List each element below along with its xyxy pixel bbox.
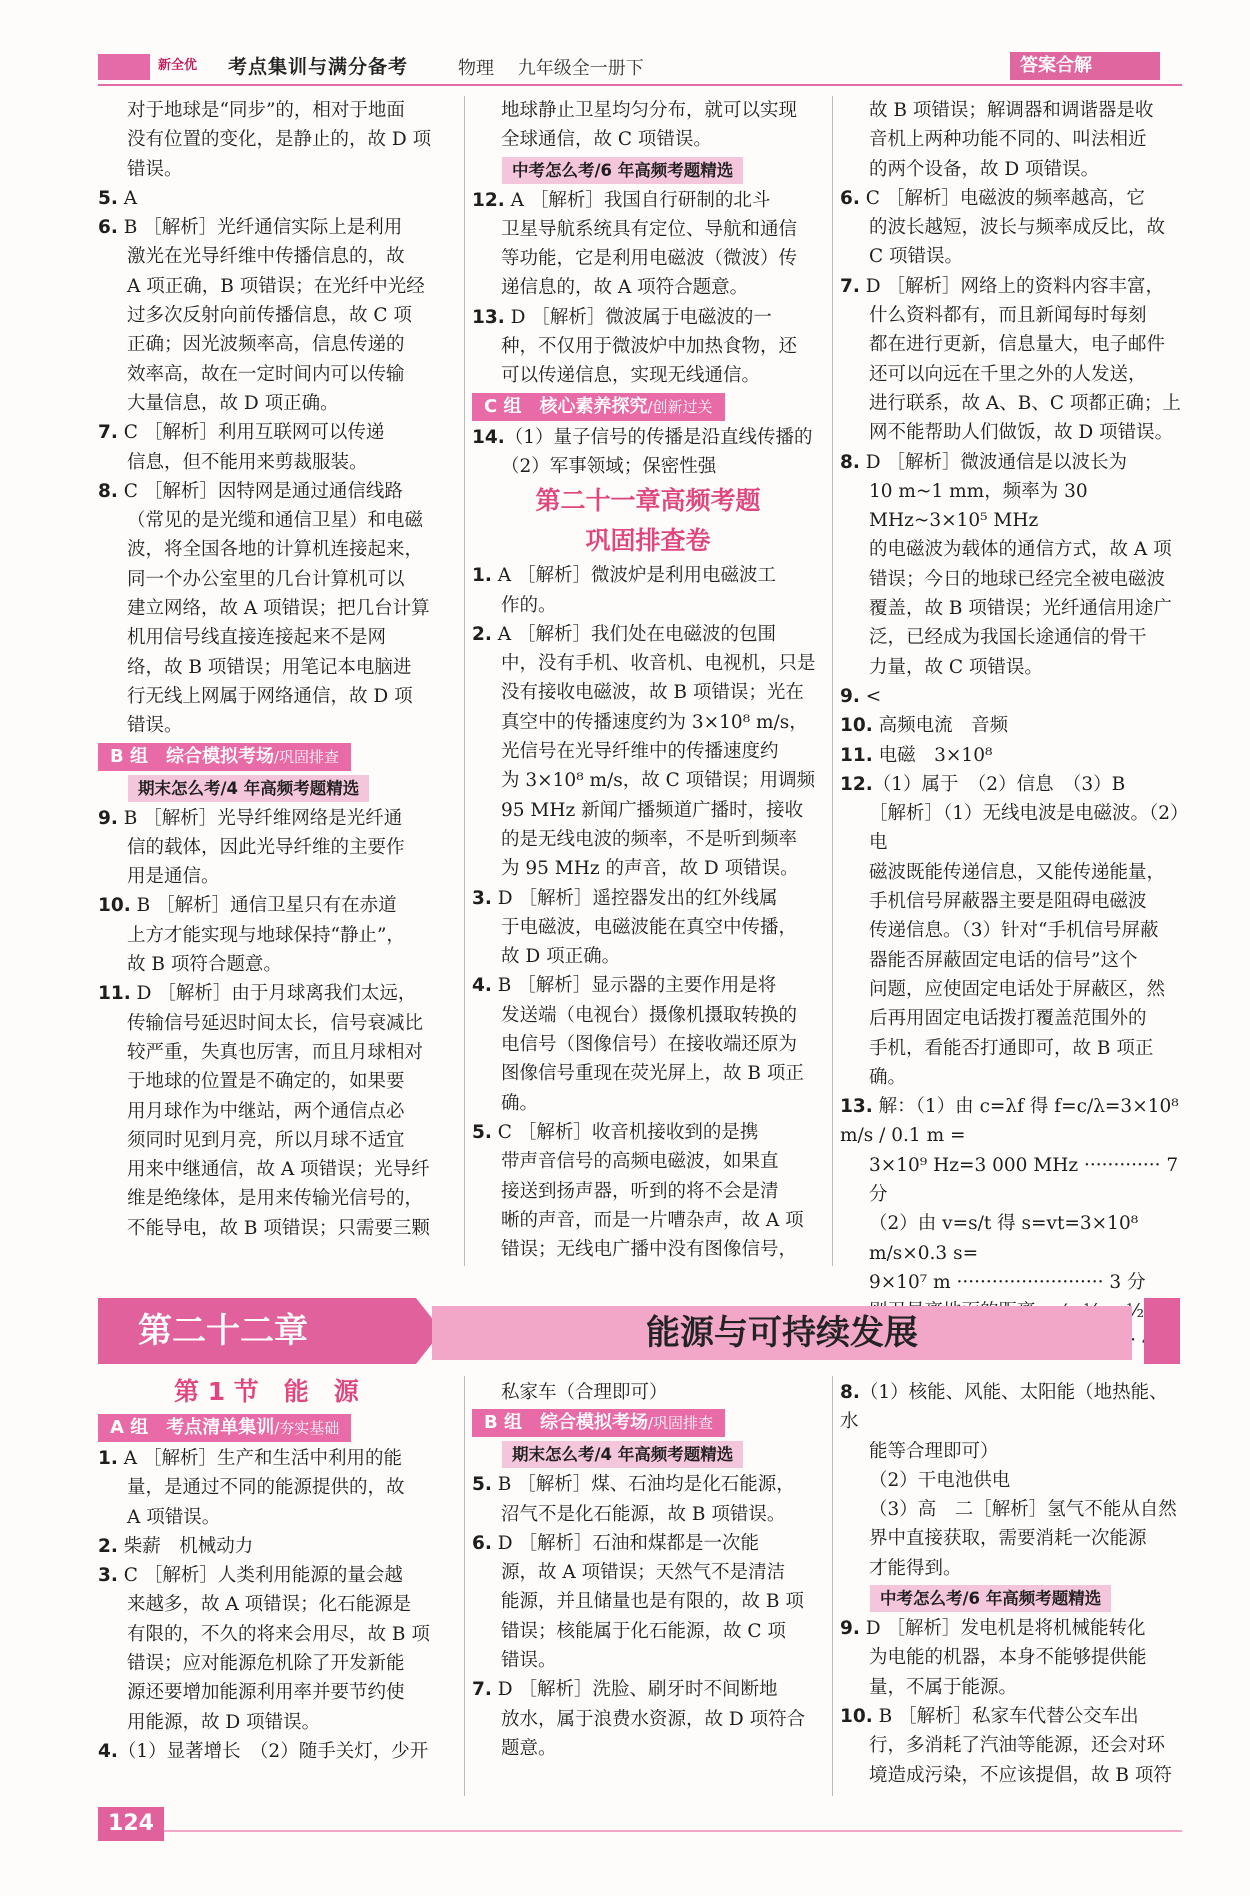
- answer-item: [98, 1444, 456, 1473]
- text-line: 对于地球是“同步”的，相对于地面: [127, 100, 405, 121]
- answer-item: [98, 979, 456, 1008]
- text-line: 带声音信号的高频电磁波，如果直: [501, 1151, 779, 1173]
- answer-item: [840, 1378, 1184, 1437]
- text-line: 晰的声音，而是一片嘈杂声，故 A 项: [501, 1209, 804, 1231]
- answer-item: [840, 682, 1184, 711]
- column-2: [472, 96, 824, 1264]
- question-number: 9.: [840, 685, 860, 707]
- answer-item: [840, 741, 1184, 770]
- text-line: 络，故 B 项错误；用笔记本电脑进: [127, 656, 412, 678]
- text-line: 没有位置的变化，是静止的，故 D 项: [127, 129, 432, 151]
- question-number: 10.: [840, 1705, 873, 1727]
- exam-subheading: 期末怎么考/4 年高频考题精选: [128, 775, 369, 802]
- question-number: 6.: [98, 217, 118, 239]
- question-number: 8.: [840, 451, 860, 473]
- answer-item: [472, 1675, 824, 1704]
- answer-item: [98, 804, 456, 833]
- question-number: 5.: [98, 187, 118, 209]
- grade-label: 九年级全一册下: [517, 58, 644, 79]
- column-6: [840, 1378, 1184, 1790]
- text-line: 故 B 项符合题意。: [127, 954, 282, 976]
- answer-item: [840, 1702, 1184, 1731]
- page-number: 124: [98, 1807, 164, 1841]
- question-number: 1.: [472, 565, 492, 587]
- text-line: 错误。: [501, 1650, 557, 1672]
- answer-item: [98, 477, 456, 506]
- text-line: 错误。: [127, 158, 183, 180]
- text-line: 于地球的位置是不确定的，如果要: [127, 1071, 405, 1093]
- text-line: 正确；因光波频率高，信息传递的: [127, 334, 405, 356]
- text-line: 作的。: [501, 594, 557, 616]
- question-number: 9.: [98, 807, 118, 829]
- text-line: 建立网络，故 A 项错误；把几台计算: [127, 598, 430, 620]
- text-line: 光信号在光导纤维中的传播速度约: [501, 741, 779, 763]
- group-heading-sub: /巩固排查: [648, 1414, 714, 1433]
- text-line: 私家车（合理即可）: [501, 1382, 668, 1403]
- group-heading-text: C 组 核心素养探究: [484, 395, 648, 417]
- banner-end: [1144, 1298, 1180, 1364]
- question-number: 12.: [840, 773, 873, 795]
- question-number: 7.: [840, 275, 860, 297]
- answer-text: C ［解析］因特网是通过通信线路: [117, 480, 403, 502]
- group-heading: [98, 743, 351, 771]
- text-line: 信的载体，因此光导纤维的主要作: [127, 836, 405, 858]
- answer-item: [840, 770, 1184, 799]
- text-line: 能源，并且储量也是有限的，故 B 项: [501, 1591, 804, 1613]
- text-line: 能等合理即可）: [869, 1440, 999, 1462]
- text-line: C 项错误。: [869, 246, 964, 268]
- answer-text: A ［解析］生产和生活中利用的能: [117, 1448, 403, 1469]
- text-line: 须同时见到月亮，所以月球不适宜: [127, 1129, 405, 1151]
- column-divider: [464, 96, 465, 1266]
- text-line: 的是无线电波的频率，不是听到频率: [501, 828, 798, 850]
- text-line: 传输信号延迟时间太长，信号衰减比: [127, 1012, 424, 1034]
- question-number: 6.: [840, 187, 860, 209]
- text-line: 上方才能实现与地球保持“静止”，: [127, 924, 405, 946]
- question-number: 2.: [98, 1535, 118, 1557]
- header-accent: [98, 54, 150, 80]
- text-line: 用月球作为中继站，两个通信点必: [127, 1100, 405, 1122]
- answer-text: C ［解析］利用互联网可以传递: [117, 422, 385, 444]
- answer-item: [98, 1561, 456, 1590]
- answer-text: B ［解析］显示器的主要作用是将: [491, 975, 777, 997]
- answer-text: （1）核能、风能、太阳能（地热能、水: [840, 1382, 1168, 1433]
- text-line: 于电磁波，电磁波能在真空中传播，: [501, 916, 798, 938]
- column-1: [98, 96, 456, 1243]
- text-line: 泛，已经成为我国长途通信的骨干: [869, 627, 1147, 649]
- answer-item: [472, 561, 824, 590]
- answer-item: [472, 1529, 824, 1558]
- text-line: 力量，故 C 项错误。: [869, 656, 1043, 678]
- question-number: 7.: [472, 1679, 492, 1701]
- text-line: A 项错误。: [127, 1506, 221, 1528]
- answer-item: [840, 272, 1184, 301]
- text-line: 后再用固定电话拨打覆盖范围外的: [869, 1008, 1147, 1030]
- question-number: 3.: [98, 1565, 118, 1587]
- chapter-title: 能源与可持续发展: [432, 1306, 1132, 1360]
- text-line: 行，多消耗了汽油等能源，还会对环: [869, 1735, 1166, 1757]
- group-heading-sub: /巩固排查: [274, 747, 340, 766]
- review-chapter-title: 巩固排查卷: [585, 526, 711, 556]
- review-chapter-title: 第二十一章高频考题: [535, 486, 761, 516]
- text-line: 问题，应使固定电话处于屏蔽区，然: [869, 978, 1166, 1000]
- text-line: 较严重，失真也厉害，而且月球相对: [127, 1041, 424, 1063]
- text-line: 量，不属于能源。: [869, 1676, 1018, 1698]
- text-line: 音机上两种功能不同的、叫法相近: [869, 129, 1147, 151]
- text-line: 接送到扬声器，听到的将不会是清: [501, 1180, 779, 1202]
- text-line: 故 B 项错误；解调器和调谐器是收: [869, 100, 1154, 121]
- answer-item: [472, 303, 824, 332]
- answer-text: B ［解析］通信卫星只有在赤道: [130, 895, 397, 917]
- subject-label: 物理: [458, 58, 494, 79]
- group-heading-row: [472, 391, 824, 423]
- text-line: A 项正确，B 项错误；在光纤中光经: [127, 275, 425, 297]
- group-heading-row: [98, 741, 456, 773]
- text-line: 发送端（电视台）摄像机摄取转换的: [501, 1004, 798, 1026]
- answer-text: D ［解析］遥控器发出的红外线属: [491, 887, 778, 909]
- text-line: 图像信号重现在荧光屏上，故 B 项正确。: [501, 1063, 804, 1114]
- column-3: [840, 96, 1184, 1356]
- answer-text: C ［解析］电磁波的频率越高，它: [859, 187, 1145, 209]
- column-divider: [464, 1376, 465, 1796]
- question-number: 7.: [98, 422, 118, 444]
- text-line: 等功能，它是利用电磁波（微波）传: [501, 248, 798, 270]
- page-header: [98, 52, 1182, 84]
- text-line: 错误；应对能源危机除了开发新能: [127, 1653, 405, 1675]
- text-line: 10 m~1 mm，频率为 30 MHz~3×10⁵ MHz: [869, 480, 1088, 532]
- text-line: 为 95 MHz 的声音，故 D 项错误。: [501, 858, 799, 880]
- group-heading-text: B 组 综合模拟考场: [110, 745, 274, 767]
- answer-text: 电磁 3×10⁸: [872, 744, 993, 766]
- group-heading-text: A 组 考点清单集训: [110, 1417, 275, 1438]
- book-title: 考点集训与满分备考: [228, 56, 409, 78]
- section-title: 第 1 节 能 源: [174, 1377, 359, 1406]
- text-line: （2）由 v=s/t 得 s=vt=3×10⁸ m/s×0.3 s=: [869, 1213, 1139, 1264]
- exam-subheading-row: [472, 155, 824, 186]
- question-number: 1.: [98, 1448, 118, 1469]
- question-number: 5.: [472, 1474, 492, 1496]
- text-line: 有限的，不久的将来会用尽，故 B 项: [127, 1623, 430, 1645]
- answer-item: [472, 971, 824, 1000]
- text-line: 界中直接获取，需要消耗一次能源: [869, 1528, 1147, 1550]
- answer-item: [472, 1118, 824, 1147]
- answer-item: [98, 184, 456, 213]
- question-number: 14.: [472, 426, 505, 448]
- answer-item: [840, 184, 1184, 213]
- chapter-number: 第二十二章: [98, 1298, 416, 1364]
- group-heading-row: [98, 1412, 456, 1444]
- answer-text: D ［解析］由于月球离我们太远，: [130, 983, 417, 1005]
- answer-item: [98, 1737, 456, 1766]
- text-line: 源，故 A 项错误；天然气不是清洁: [501, 1562, 786, 1584]
- text-line: 网不能帮助人们做饭，故 D 项错误。: [869, 422, 1174, 444]
- answer-text: D ［解析］洗脸、刷牙时不间断地: [491, 1679, 778, 1701]
- answer-text: （1）属于 （2）信息 （3）B: [872, 773, 1126, 795]
- answer-item: [98, 418, 456, 447]
- group-heading: [472, 393, 725, 421]
- text-line: 故 D 项正确。: [501, 946, 621, 968]
- answer-text: （1）显著增长 （2）随手关灯，少开: [117, 1740, 429, 1762]
- text-line: 沼气不是化石能源，故 B 项错误。: [501, 1503, 786, 1525]
- answer-text: B ［解析］煤、石油均是化石能源，: [491, 1474, 795, 1496]
- text-line: 错误；今日的地球已经完全被电磁波: [869, 568, 1166, 590]
- text-line: 手机信号屏蔽器主要是阻碍电磁波: [869, 891, 1147, 913]
- answer-text: A ［解析］微波炉是利用电磁波工: [491, 565, 777, 587]
- answer-text: <: [859, 685, 882, 707]
- column-4-body: [98, 1412, 456, 1766]
- exam-subheading: 中考怎么考/6 年高频考题精选: [502, 157, 743, 184]
- text-line: （2）军事领域；保密性强: [501, 455, 717, 477]
- brand-logo: 新全优: [158, 58, 198, 73]
- text-line: 3×10⁹ Hz=3 000 MHz ············· 7 分: [869, 1154, 1179, 1205]
- text-line: 中，没有手机、收音机、电视机，只是: [501, 653, 816, 675]
- text-line: 题意。: [501, 1737, 557, 1759]
- text-line: 行无线上网属于网络通信，故 D 项: [127, 685, 413, 707]
- group-heading: [472, 1409, 725, 1437]
- text-line: 全球通信，故 C 项错误。: [501, 129, 712, 151]
- answer-text: B ［解析］私家车代替公交车出: [872, 1705, 1139, 1727]
- group-heading: [98, 1414, 351, 1442]
- answer-text: B ［解析］光纤通信实际上是利用: [117, 217, 403, 239]
- exam-subheading-row: [98, 773, 456, 804]
- text-line: 的电磁波为载体的通信方式，故 A 项: [869, 539, 1172, 561]
- question-number: 8.: [840, 1382, 860, 1403]
- text-line: 器能否屏蔽固定电话的信号”这个: [869, 949, 1138, 971]
- text-line: 卫星导航系统具有定位、导航和通信: [501, 218, 798, 240]
- answer-item: [98, 213, 456, 242]
- text-line: 电信号（图像信号）在接收端还原为: [501, 1034, 798, 1056]
- column-4: [98, 1372, 456, 1766]
- answer-item: [472, 620, 824, 649]
- text-line: 用来中继通信，故 A 项错误；光导纤: [127, 1159, 430, 1181]
- answer-text: B ［解析］光导纤维网络是光纤通: [117, 807, 403, 829]
- answer-text: A ［解析］我国自行研制的北斗: [504, 189, 771, 211]
- question-number: 2.: [472, 623, 492, 645]
- group-heading-sub: /创新过关: [647, 397, 713, 416]
- exam-subheading-row: [840, 1583, 1184, 1614]
- text-line: 地球静止卫星均匀分布，就可以实现: [501, 100, 798, 121]
- answer-item: [98, 891, 456, 920]
- question-number: 13.: [472, 306, 505, 328]
- column-divider: [832, 96, 833, 1266]
- text-line: 激光在光导纤维中传播信息的，故: [127, 246, 405, 268]
- column-divider: [832, 1376, 833, 1796]
- text-line: 效率高，故在一定时间内可以传输: [127, 363, 405, 385]
- exam-subheading: 中考怎么考/6 年高频考题精选: [870, 1585, 1111, 1612]
- answer-item: [840, 1092, 1184, 1151]
- text-line: 95 MHz 新闻广播频道广播时，接收: [501, 799, 804, 821]
- question-number: 3.: [472, 887, 492, 909]
- answer-text: （1）量子信号的传播是沿直线传播的: [504, 426, 813, 448]
- text-line: 真空中的传播速度约为 3×10⁸ m/s，: [501, 711, 808, 733]
- text-line: 9×10⁷ m ························· 3 分: [869, 1271, 1146, 1293]
- text-line: 手机，看能否打通即可，故 B 项正确。: [869, 1037, 1154, 1088]
- text-line: 还可以向远在千里之外的人发送，: [869, 363, 1147, 385]
- text-line: 同一个办公室里的几台计算机可以: [127, 568, 405, 590]
- group-heading-text: B 组 综合模拟考场: [484, 1412, 648, 1434]
- question-number: 11.: [98, 983, 131, 1005]
- text-line: 进行联系，故 A、B、C 项都正确；上: [869, 392, 1181, 414]
- text-line: （2）干电池供电: [869, 1469, 1011, 1491]
- text-line: 用是通信。: [127, 866, 220, 888]
- column-5: [472, 1378, 824, 1763]
- question-number: 4.: [472, 975, 492, 997]
- text-line: 可以传递信息，实现无线通信。: [501, 365, 761, 387]
- question-number: 12.: [472, 189, 505, 211]
- question-number: 5.: [472, 1121, 492, 1143]
- answer-item: [98, 1532, 456, 1561]
- text-line: 错误；核能属于化石能源，故 C 项: [501, 1620, 786, 1642]
- answer-item: [472, 1470, 824, 1499]
- header-rule: [98, 84, 1182, 86]
- answer-text: 高频电流 音频: [872, 715, 1009, 737]
- answer-text: D ［解析］微波通信是以波长为: [859, 451, 1128, 473]
- text-line: 的波长越短，波长与频率成反比，故: [869, 217, 1166, 239]
- question-number: 8.: [98, 480, 118, 502]
- text-line: 错误。: [127, 715, 183, 737]
- book-subtitle: [458, 54, 662, 80]
- answer-item: [840, 448, 1184, 477]
- answer-text: A ［解析］我们处在电磁波的包围: [491, 623, 777, 645]
- exam-subheading: 期末怎么考/4 年高频考题精选: [502, 1441, 743, 1468]
- text-line: 为电能的机器，本身不能够提供能: [869, 1647, 1147, 1669]
- text-line: 传递信息。（3）针对“手机信号屏蔽: [869, 920, 1159, 942]
- text-line: ［解析］（1）无线电波是电磁波。（2）电: [869, 803, 1180, 854]
- text-line: 覆盖，故 B 项错误；光纤通信用途广: [869, 598, 1172, 620]
- text-line: 没有接收电磁波，故 B 项错误；光在: [501, 682, 804, 704]
- text-line: 什么资料都有，而且新闻每时每刻: [869, 305, 1147, 327]
- answer-text: 解：（1）由 c=λf 得 f=c/λ=3×10⁸ m/s / 0.1 m =: [840, 1096, 1179, 1147]
- answer-text: D ［解析］微波属于电磁波的一: [504, 306, 772, 328]
- text-line: 放水，属于浪费水资源，故 D 项符合: [501, 1708, 806, 1730]
- text-line: 来越多，故 A 项错误；化石能源是: [127, 1594, 412, 1616]
- answer-text: 柴薪 机械动力: [117, 1535, 254, 1557]
- question-number: 10.: [840, 715, 873, 737]
- text-line: 量，是通过不同的能源提供的，故: [127, 1477, 405, 1499]
- question-number: 9.: [840, 1618, 860, 1640]
- text-line: 种，不仅用于微波炉中加热食物，还: [501, 336, 798, 358]
- text-line: 信息，但不能用来剪裁服装。: [127, 451, 368, 473]
- answer-text: C ［解析］收音机接收到的是携: [491, 1121, 759, 1143]
- answer-text: C ［解析］人类利用能源的量会越: [117, 1565, 403, 1587]
- question-number: 11.: [840, 744, 873, 766]
- text-line: 源还要增加能源利用率并要节约使: [127, 1682, 405, 1704]
- question-number: 6.: [472, 1532, 492, 1554]
- text-line: （3）高 二［解析］氢气不能从自然: [869, 1499, 1177, 1521]
- answer-text: D ［解析］石油和煤都是一次能: [491, 1532, 760, 1554]
- text-line: 波，将全国各地的计算机连接起来，: [127, 539, 424, 561]
- text-line: 错误；无线电广播中没有图像信号，: [501, 1239, 798, 1261]
- answer-item: [840, 1614, 1184, 1643]
- answer-text: A: [117, 187, 138, 209]
- text-line: 磁波既能传递信息，又能传递能量，: [869, 861, 1166, 883]
- question-number: 10.: [98, 895, 131, 917]
- text-line: 大量信息，故 D 项正确。: [127, 392, 339, 414]
- text-line: 机用信号线直接连接起来不是网: [127, 627, 387, 649]
- text-line: 用能源，故 D 项错误。: [127, 1711, 321, 1733]
- answer-item: [840, 711, 1184, 740]
- text-line: 的两个设备，故 D 项错误。: [869, 158, 1100, 180]
- chapter-banner: [98, 1298, 1180, 1364]
- group-heading-row: [472, 1407, 824, 1439]
- text-line: 递信息的，故 A 项符合题意。: [501, 277, 749, 299]
- text-line: （常见的是光缆和通信卫星）和电磁: [127, 510, 424, 532]
- footer-rule: [164, 1830, 1182, 1832]
- exam-subheading-row: [472, 1439, 824, 1470]
- answer-text: D ［解析］网络上的资料内容丰富，: [859, 275, 1165, 297]
- question-number: 4.: [98, 1740, 118, 1762]
- answer-item: [472, 423, 824, 452]
- answer-item: [472, 186, 824, 215]
- text-line: 维是绝缘体，是用来传输光信号的，: [127, 1188, 424, 1210]
- question-number: 13.: [840, 1096, 873, 1118]
- text-line: 境造成污染，不应该提倡，故 B 项符: [869, 1764, 1172, 1786]
- answer-text: D ［解析］发电机是将机械能转化: [859, 1618, 1146, 1640]
- answer-item: [472, 884, 824, 913]
- text-line: 都在进行更新，信息量大，电子邮件: [869, 334, 1166, 356]
- group-heading-sub: /夯实基础: [274, 1419, 340, 1437]
- answer-tag: 答案合解: [1010, 52, 1160, 80]
- text-line: 不能导电，故 B 项错误；只需要三颗: [127, 1217, 430, 1239]
- text-line: 为 3×10⁸ m/s，故 C 项错误；用调频: [501, 770, 816, 792]
- text-line: 才能得到。: [869, 1557, 962, 1579]
- text-line: 过多次反射向前传播信息，故 C 项: [127, 305, 412, 327]
